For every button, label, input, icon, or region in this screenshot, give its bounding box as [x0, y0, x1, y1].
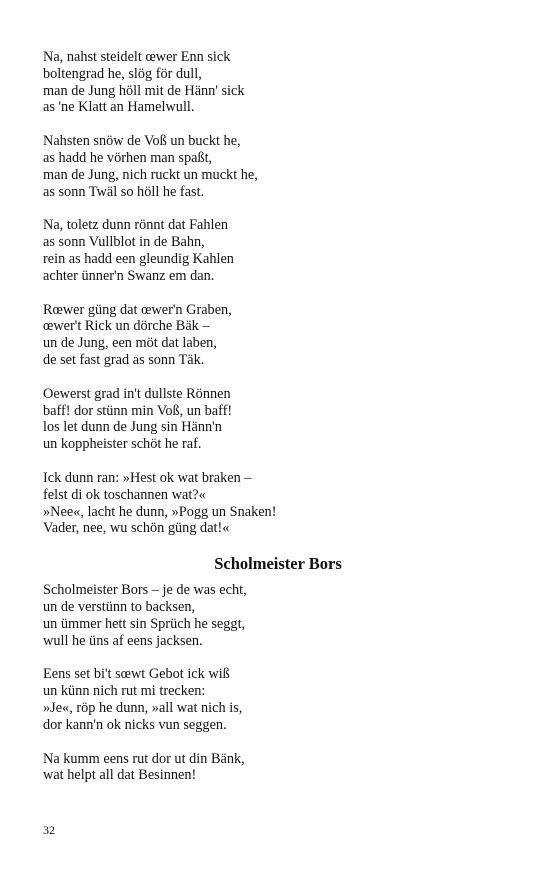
stanza-3	[43, 217, 513, 284]
poem-line: rein as hadd een gleundig Kahlen	[43, 250, 234, 267]
poem-line: los let dunn de Jung sin Hänn'n	[43, 419, 222, 436]
poem-line: un de Jung, een möt dat laben,	[43, 335, 217, 352]
poem-title: Scholmeister Bors	[214, 554, 342, 574]
poem-line: un künn nich rut mi trecken:	[43, 683, 206, 700]
poem-line: Nahsten snöw de Voß un buckt he,	[43, 133, 241, 150]
poem-line: Vader, nee, wu schön güng dat!«	[43, 520, 230, 537]
poem-line: Ick dunn ran: »Hest ok wat braken –	[43, 469, 252, 486]
poem-line: as 'ne Klatt an Hamelwull.	[43, 99, 195, 116]
poem-line: as hadd he vörhen man spaßt,	[43, 149, 213, 166]
stanza-8	[43, 666, 513, 733]
poem-line: dor kann'n ok nicks vun seggen.	[43, 716, 227, 733]
poem-line: un ümmer hett sin Sprüch he seggt,	[43, 615, 246, 632]
poem-line: Na, toletz dunn rönnt dat Fahlen	[43, 217, 229, 234]
page-content	[43, 49, 513, 801]
poem-line: Scholmeister Bors – je de was echt,	[43, 582, 247, 599]
poem-line: as sonn Vullblot in de Bahn,	[43, 234, 205, 251]
poem-line: »Je«, röp he dunn, »all wat nich is,	[43, 699, 243, 716]
stanza-4	[43, 302, 513, 369]
stanza-5	[43, 386, 513, 453]
stanza-6	[43, 470, 513, 537]
stanza-7	[43, 582, 513, 649]
poem-line: Na, nahst steidelt œwer Enn sick	[43, 49, 231, 65]
poem-line: de set fast grad as sonn Täk.	[43, 351, 205, 368]
stanza-9	[43, 751, 513, 785]
poem-line: wull he üns af eens jacksen.	[43, 632, 203, 649]
poem-line: boltengrad he, slög för dull,	[43, 65, 202, 82]
page-number: 32	[43, 823, 55, 837]
poem-line: Rœwer güng dat œwer'n Graben,	[43, 301, 232, 318]
poem-line: man de Jung, nich ruckt un muckt he,	[43, 166, 258, 183]
poem-line: Eens set bi't sœwt Gebot ick wiß	[43, 666, 230, 683]
poem-line: Oewerst grad in't dullste Rönnen	[43, 385, 231, 402]
poem-line: felst di ok toschannen wat?«	[43, 486, 206, 503]
poem-line: Na kumm eens rut dor ut din Bänk,	[43, 750, 245, 767]
poem-line: wat helpt all dat Besinnen!	[43, 767, 197, 784]
poem-line: man de Jung höll mit de Hänn' sick	[43, 82, 245, 99]
poem-line: »Nee«, lacht he dunn, »Pogg un Snaken!	[43, 503, 277, 520]
poem-line: œwer't Rick un dörche Bäk –	[43, 318, 210, 335]
stanza-1	[43, 49, 513, 116]
poem-line: un de verstünn to backsen,	[43, 598, 196, 615]
poem-line: baff! dor stünn min Voß, un baff!	[43, 402, 233, 419]
poem-line: achter ünner'n Swanz em dan.	[43, 267, 215, 284]
poem-line: as sonn Twäl so höll he fast.	[43, 183, 205, 200]
stanza-2	[43, 133, 513, 200]
poem-line: un koppheister schöt he raf.	[43, 436, 202, 453]
